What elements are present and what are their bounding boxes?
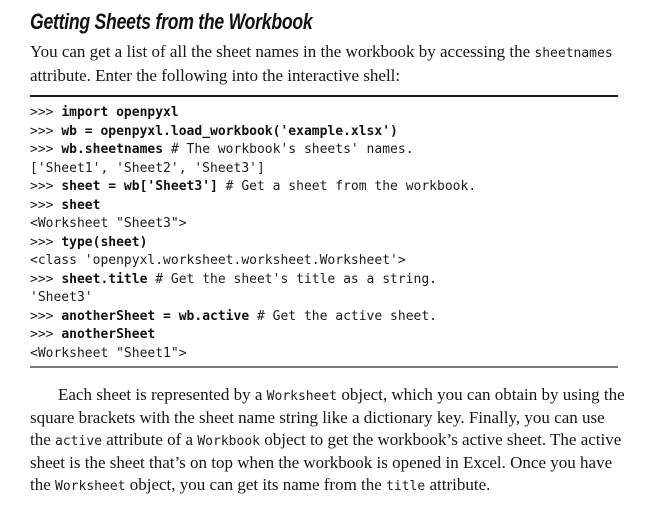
- code-output: >>>: [30, 327, 62, 342]
- intro-paragraph: [30, 41, 626, 87]
- code-output: # Get the active sheet.: [249, 308, 437, 324]
- section-heading: Getting Sheets from the Workbook: [30, 9, 313, 34]
- code-output: >>>: [30, 308, 62, 324]
- text-run: attribute. Enter the following into the interactive shell:: [30, 66, 401, 85]
- body-paragraph: [30, 384, 626, 497]
- code-input: anotherSheet: [61, 327, 156, 342]
- code-output: >>>: [30, 197, 62, 213]
- code-line: [30, 234, 618, 253]
- inline-code: title: [386, 478, 426, 494]
- inline-code: active: [55, 433, 102, 449]
- inline-code: Workbook: [197, 433, 260, 449]
- code-input: type(sheet): [61, 234, 148, 250]
- code-input: wb.sheetnames: [61, 142, 164, 157]
- code-line: [30, 215, 618, 234]
- text-run: attribute of a: [102, 429, 198, 449]
- code-line: [30, 252, 618, 271]
- code-line: [30, 289, 618, 308]
- code-input: sheet: [61, 197, 101, 213]
- text-run: You can get a list of all the sheet names in the workbook by accessing the: [30, 42, 535, 61]
- code-line: [30, 178, 618, 197]
- inline-code: sheetnames: [534, 46, 613, 61]
- interactive-shell-code: [30, 104, 618, 363]
- code-output: # Get a sheet from the workbook.: [217, 179, 477, 194]
- text-run: Each sheet is represented by a: [58, 385, 267, 404]
- text-run: object, you can get its name from the: [125, 474, 387, 494]
- code-input: anotherSheet = wb.active: [61, 308, 250, 324]
- code-block: [30, 95, 618, 368]
- code-output: >>>: [30, 105, 62, 120]
- code-line: [30, 326, 618, 345]
- code-input: import openpyxl: [61, 105, 179, 120]
- text-run: attribute.: [425, 474, 491, 494]
- code-output: 'Sheet3': [30, 290, 93, 305]
- code-input: wb = openpyxl.load_workbook('example.xlsx'): [61, 123, 398, 139]
- code-output: # Get the sheet's title as a string.: [147, 271, 437, 287]
- code-output: >>>: [30, 234, 62, 250]
- code-output: ['Sheet1', 'Sheet2', 'Sheet3']: [30, 160, 265, 176]
- code-line: [30, 271, 618, 290]
- inline-code: Worksheet: [55, 478, 126, 494]
- code-input: sheet.title: [61, 271, 148, 287]
- code-line: [30, 197, 618, 216]
- code-output: <class 'openpyxl.worksheet.worksheet.Worksheet'>: [30, 253, 406, 268]
- code-line: [30, 345, 618, 364]
- text-run: object, which you can obtain by using the square brackets with the sheet name string like a dictionary key. Finally, you can use the: [30, 385, 625, 449]
- code-output: # The workbook's sheets' names.: [163, 142, 414, 157]
- code-line: [30, 104, 618, 123]
- code-input: sheet = wb['Sheet3']: [61, 179, 218, 194]
- code-output: >>>: [30, 271, 62, 287]
- code-output: <Worksheet "Sheet1">: [30, 345, 187, 361]
- code-output: >>>: [30, 123, 62, 139]
- inline-code: Worksheet: [266, 389, 338, 404]
- text-run: object to get the workbook’s active sheet. The active sheet is the sheet that’s on top when the workbook is opened in Excel. Once you have the: [30, 429, 622, 494]
- code-output: >>>: [30, 142, 62, 157]
- code-line: [30, 123, 618, 142]
- code-line: [30, 160, 618, 179]
- code-line: [30, 308, 618, 327]
- code-line: [30, 141, 618, 160]
- code-output: >>>: [30, 179, 62, 194]
- code-output: <Worksheet "Sheet3">: [30, 216, 187, 231]
